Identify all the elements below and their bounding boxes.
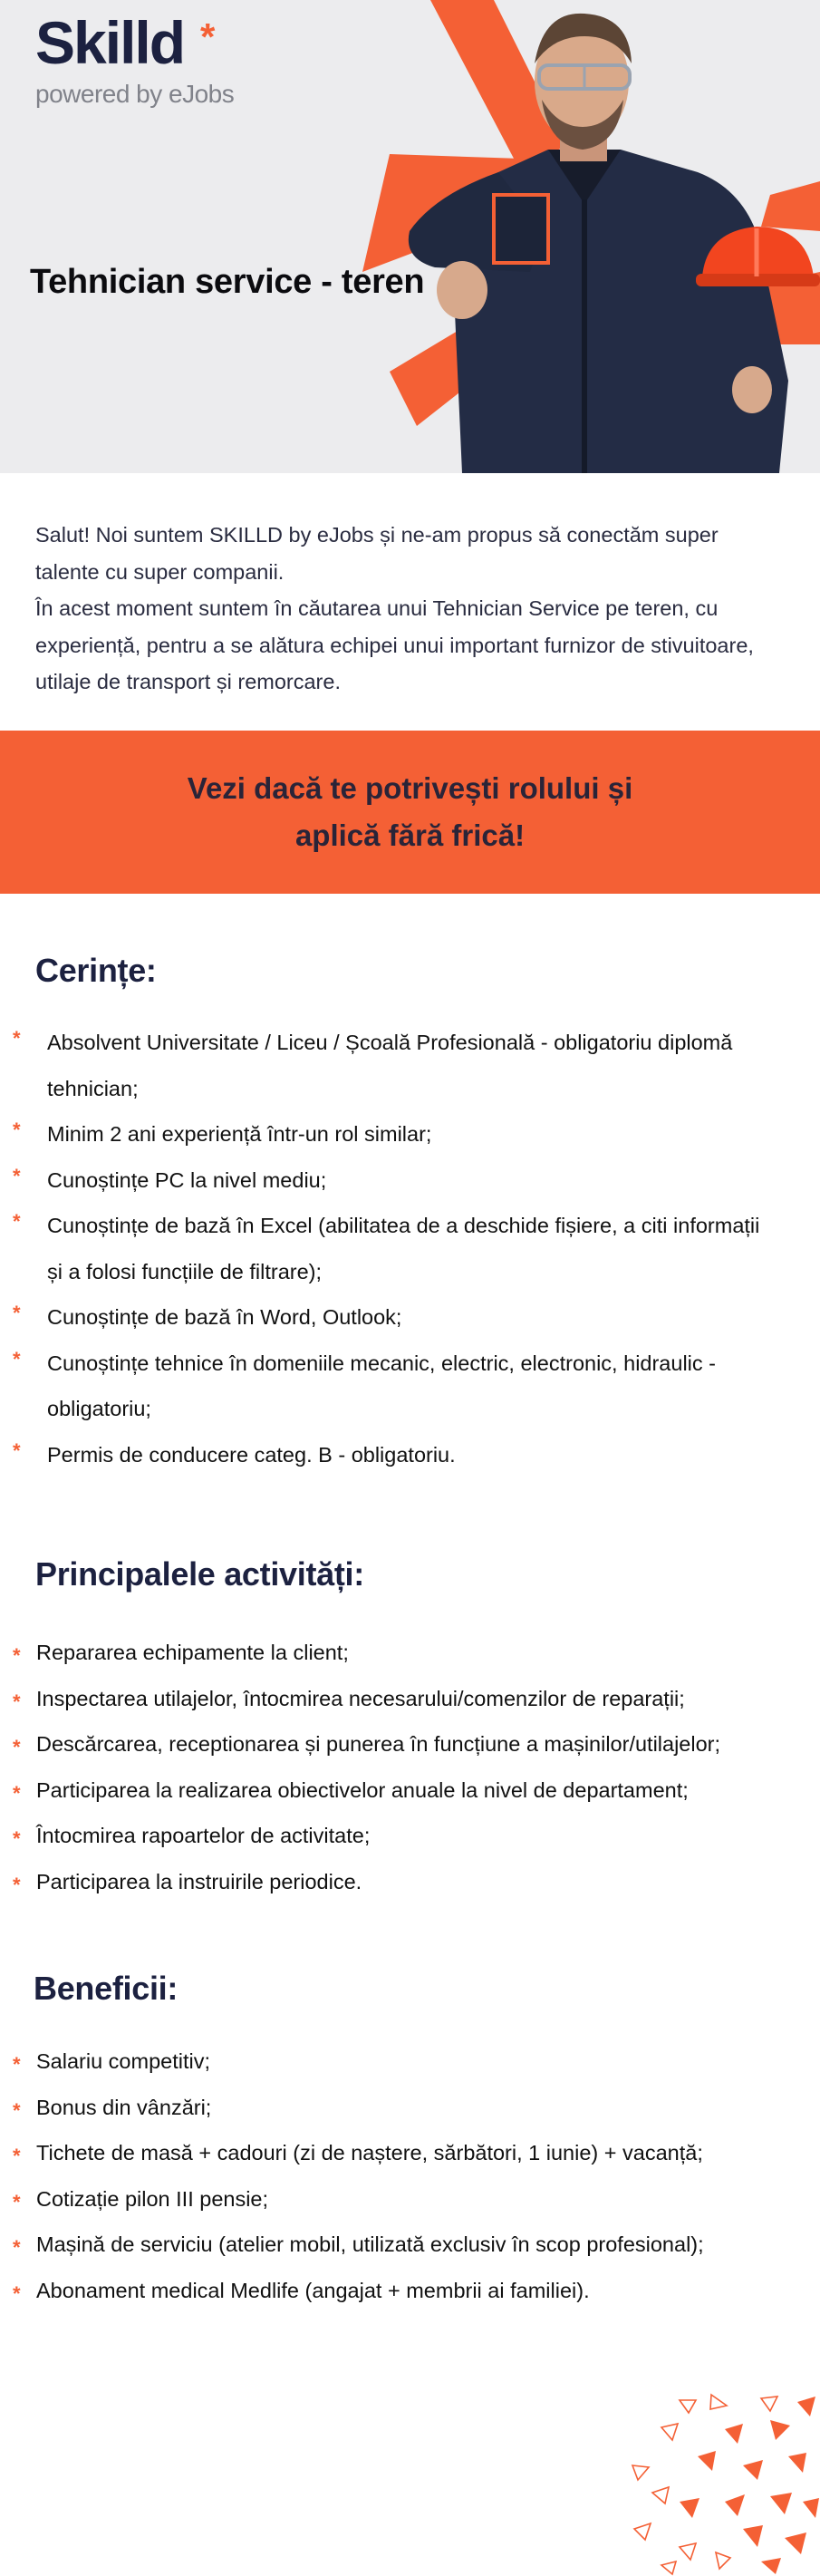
list-item: * Absolvent Universitate / Liceu / Școală Profesională - obligatoriu diplomă tehnician; bbox=[13, 1027, 733, 1100]
asterisk-bullet-icon: * bbox=[13, 1644, 21, 1667]
benefits-list bbox=[13, 2039, 792, 2313]
intro-paragraph-2: În acest moment suntem în căutarea unui Tehnician Service pe teren, cu experiență, pentru a se alătura echipei unui important furnizor de stivuitoare, utilaje de transport și remorcare. bbox=[35, 596, 754, 693]
asterisk-bullet-icon: * bbox=[13, 1736, 21, 1758]
list-item: * Bonus din vânzări; bbox=[13, 2095, 212, 2122]
list-item: * Participarea la realizarea obiectivelor anuale la nivel de departament; bbox=[13, 1777, 689, 1805]
skilld-logo[interactable] bbox=[35, 9, 235, 109]
asterisk-bullet-icon: * bbox=[13, 1119, 21, 1141]
asterisk-bullet-icon: * bbox=[13, 1027, 21, 1050]
list-item: * Inspectarea utilajelor, întocmirea necesarului/comenzilor de reparații; bbox=[13, 1686, 685, 1713]
asterisk-bullet-icon: * bbox=[13, 1164, 21, 1187]
list-item: * Întocmirea rapoartelor de activitate; bbox=[13, 1824, 371, 1850]
asterisk-bullet-icon: * bbox=[13, 2281, 21, 2305]
asterisk-bullet-icon: * bbox=[13, 1347, 21, 1370]
asterisk-bullet-icon: * bbox=[13, 1827, 21, 1850]
asterisk-bullet-icon: * bbox=[13, 1690, 21, 1713]
asterisk-bullet-icon: * bbox=[13, 2145, 21, 2167]
list-item: * Cunoștințe de bază în Word, Outlook; bbox=[13, 1302, 402, 1329]
asterisk-bullet-icon: * bbox=[13, 2098, 21, 2122]
list-item: * Tichete de masă + cadouri (zi de naștere, sărbători, 1 iunie) + vacanță; bbox=[13, 2141, 703, 2167]
hero-banner bbox=[0, 0, 820, 473]
asterisk-bullet-icon: * bbox=[13, 2190, 21, 2213]
asterisk-bullet-icon: * bbox=[13, 1438, 21, 1462]
cta-text[interactable] bbox=[188, 765, 633, 859]
asterisk-bullet-icon: * bbox=[13, 1781, 21, 1805]
requirements-heading: Cerințe: bbox=[35, 952, 157, 989]
requirements-list bbox=[13, 1020, 774, 1477]
triangle-pattern-decoration-icon bbox=[625, 2393, 820, 2576]
list-item: * Salariu competitiv; bbox=[13, 2049, 210, 2076]
logo-tagline: powered by eJobs bbox=[35, 80, 235, 108]
list-item: * Descărcarea, receptionarea și punerea în funcțiune a mașinilor/utilajelor; bbox=[13, 1732, 721, 1758]
list-item: * Mașină de serviciu (atelier mobil, utilizată exclusiv în scop profesional); bbox=[13, 2232, 704, 2259]
list-item: * Cunoștințe PC la nivel mediu; bbox=[13, 1164, 327, 1192]
list-item: * Cotizație pilon III pensie; bbox=[13, 2186, 269, 2213]
asterisk-bullet-icon: * bbox=[13, 1302, 21, 1324]
logo-asterisk-icon: * bbox=[200, 15, 216, 58]
job-title: Tehnician service - teren bbox=[30, 263, 425, 301]
activities-heading: Principalele activități: bbox=[35, 1555, 364, 1593]
activities-list bbox=[13, 1630, 792, 1904]
list-item: * Participarea la instruirile periodice. bbox=[13, 1869, 362, 1896]
asterisk-bullet-icon: * bbox=[13, 1873, 21, 1896]
list-item: * Cunoștințe tehnice în domeniile mecanic, electric, electronic, hidraulic - obligatoriu; bbox=[13, 1347, 716, 1420]
list-item: * Abonament medical Medlife (angajat + membrii ai familiei). bbox=[13, 2278, 590, 2305]
cta-line-1: Vezi dacă te potrivești rolului și bbox=[187, 771, 633, 805]
worker-photo bbox=[399, 0, 820, 473]
intro-text bbox=[35, 517, 787, 701]
asterisk-bullet-icon: * bbox=[13, 2236, 21, 2259]
logo-wordmark: Skilld bbox=[35, 9, 185, 76]
benefits-heading: Beneficii: bbox=[34, 1970, 178, 2007]
list-item: * Permis de conducere categ. B - obligatoriu. bbox=[13, 1438, 456, 1467]
cta-line-2: aplică fără frică! bbox=[294, 818, 526, 852]
list-item: * Minim 2 ani experiență într-un rol similar; bbox=[13, 1119, 432, 1146]
list-item: * Repararea echipamente la client; bbox=[13, 1641, 349, 1667]
asterisk-bullet-icon: * bbox=[13, 1210, 21, 1233]
list-item: * Cunoștințe de bază în Excel (abilitatea de a deschide fișiere, a citi informații și a folosi funcțiile de filtrare); bbox=[13, 1210, 760, 1283]
intro-paragraph-1: Salut! Noi suntem SKILLD by eJobs și ne-am propus să conectăm super talente cu super companii. bbox=[35, 523, 719, 584]
asterisk-bullet-icon: * bbox=[13, 2053, 21, 2076]
apply-cta-banner[interactable] bbox=[0, 731, 820, 894]
